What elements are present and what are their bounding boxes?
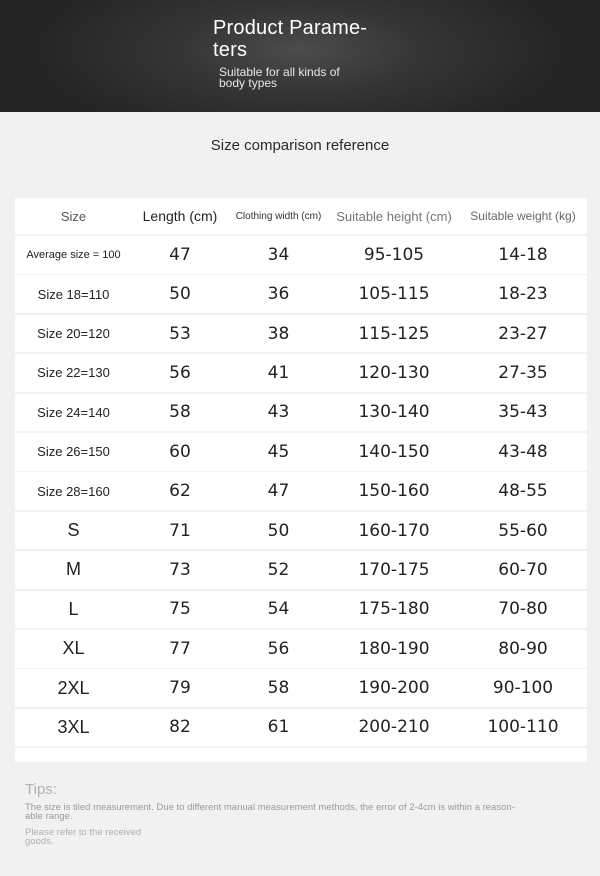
product-title: Product Parame- ters bbox=[213, 17, 368, 61]
size-cell: S bbox=[67, 520, 80, 541]
width-cell: 47 bbox=[267, 481, 290, 502]
table-row bbox=[15, 551, 587, 589]
tip-measurement-note: The size is tiled measurement. Due to different manual measurement methods, the error of 2-4cm is within a reason- able range. bbox=[25, 802, 515, 822]
tip-refer-note: Please refer to the received goods. bbox=[25, 827, 142, 847]
table-row bbox=[15, 433, 587, 471]
size-cell: 2XL bbox=[57, 677, 90, 698]
height-cell: 95-105 bbox=[363, 244, 425, 265]
product-subtitle: Suitable for all kinds of body types bbox=[219, 65, 340, 90]
column-header-size: Size bbox=[60, 208, 87, 224]
height-cell: 105-115 bbox=[358, 284, 430, 305]
size-cell: Size 20=120 bbox=[37, 326, 110, 342]
table-row bbox=[15, 315, 587, 353]
width-cell: 41 bbox=[267, 362, 290, 383]
weight-cell: 100-110 bbox=[487, 717, 559, 738]
length-cell: 62 bbox=[169, 481, 191, 502]
table-row bbox=[15, 472, 587, 510]
header-banner bbox=[0, 0, 600, 112]
height-cell: 150-160 bbox=[358, 481, 430, 502]
height-cell: 160-170 bbox=[358, 520, 430, 541]
size-cell: Size 24=140 bbox=[37, 404, 110, 420]
weight-cell: 55-60 bbox=[498, 520, 548, 541]
tips-label: Tips: bbox=[25, 781, 57, 798]
table-row bbox=[15, 709, 587, 747]
size-cell: XL bbox=[62, 638, 85, 659]
height-cell: 140-150 bbox=[358, 441, 430, 462]
size-cell: Average size = 100 bbox=[26, 248, 121, 261]
column-header-width: Clothing width (cm) bbox=[235, 210, 322, 222]
width-cell: 52 bbox=[267, 559, 290, 580]
length-cell: 77 bbox=[169, 638, 191, 659]
width-cell: 45 bbox=[267, 441, 290, 462]
width-cell: 36 bbox=[267, 284, 290, 305]
height-cell: 115-125 bbox=[358, 323, 430, 344]
length-cell: 47 bbox=[169, 244, 191, 265]
width-cell: 34 bbox=[267, 244, 290, 265]
weight-cell: 43-48 bbox=[498, 441, 548, 462]
table-row bbox=[15, 669, 587, 707]
size-cell: 3XL bbox=[57, 716, 90, 737]
table-row bbox=[15, 394, 587, 432]
length-cell: 79 bbox=[169, 678, 191, 699]
size-cell: L bbox=[68, 598, 79, 619]
weight-cell: 48-55 bbox=[498, 481, 548, 502]
width-cell: 50 bbox=[267, 520, 290, 541]
weight-cell: 80-90 bbox=[498, 638, 548, 659]
table-row bbox=[15, 591, 587, 629]
length-cell: 73 bbox=[169, 559, 191, 580]
table-row bbox=[15, 630, 587, 668]
width-cell: 58 bbox=[267, 678, 290, 699]
height-cell: 130-140 bbox=[358, 402, 430, 423]
table-row bbox=[15, 512, 587, 550]
height-cell: 180-190 bbox=[358, 638, 430, 659]
column-header-weight: Suitable weight (kg) bbox=[470, 209, 576, 223]
weight-cell: 35-43 bbox=[498, 402, 548, 423]
column-header-height: Suitable height (cm) bbox=[336, 208, 452, 224]
weight-cell: 27-35 bbox=[498, 362, 548, 383]
size-cell: M bbox=[66, 559, 81, 580]
length-cell: 60 bbox=[169, 441, 191, 462]
table-footer-row bbox=[15, 748, 587, 762]
width-cell: 56 bbox=[267, 638, 290, 659]
height-cell: 175-180 bbox=[358, 599, 430, 620]
column-header-length: Length (cm) bbox=[142, 208, 218, 224]
section-title: Size comparison reference bbox=[210, 137, 390, 154]
table-row bbox=[15, 236, 587, 274]
width-cell: 43 bbox=[267, 402, 290, 423]
height-cell: 200-210 bbox=[358, 717, 430, 738]
table-header-row bbox=[15, 198, 587, 234]
width-cell: 54 bbox=[267, 599, 290, 620]
length-cell: 53 bbox=[169, 323, 191, 344]
weight-cell: 90-100 bbox=[492, 678, 554, 699]
length-cell: 50 bbox=[169, 284, 191, 305]
weight-cell: 23-27 bbox=[498, 323, 548, 344]
length-cell: 58 bbox=[169, 402, 191, 423]
weight-cell: 60-70 bbox=[498, 559, 548, 580]
length-cell: 82 bbox=[169, 717, 191, 738]
length-cell: 75 bbox=[169, 599, 191, 620]
table-row bbox=[15, 354, 587, 392]
size-cell: Size 26=150 bbox=[37, 444, 110, 460]
size-table bbox=[15, 198, 587, 762]
table-row bbox=[15, 275, 587, 313]
size-cell: Size 18=110 bbox=[37, 286, 110, 302]
width-cell: 61 bbox=[267, 717, 290, 738]
length-cell: 71 bbox=[169, 520, 191, 541]
height-cell: 120-130 bbox=[358, 362, 430, 383]
size-cell: Size 28=160 bbox=[37, 483, 110, 499]
length-cell: 56 bbox=[169, 362, 191, 383]
weight-cell: 70-80 bbox=[498, 599, 548, 620]
size-cell: Size 22=130 bbox=[37, 365, 110, 381]
height-cell: 170-175 bbox=[358, 559, 430, 580]
weight-cell: 14-18 bbox=[498, 244, 548, 265]
height-cell: 190-200 bbox=[358, 678, 430, 699]
weight-cell: 18-23 bbox=[498, 284, 548, 305]
width-cell: 38 bbox=[267, 323, 290, 344]
